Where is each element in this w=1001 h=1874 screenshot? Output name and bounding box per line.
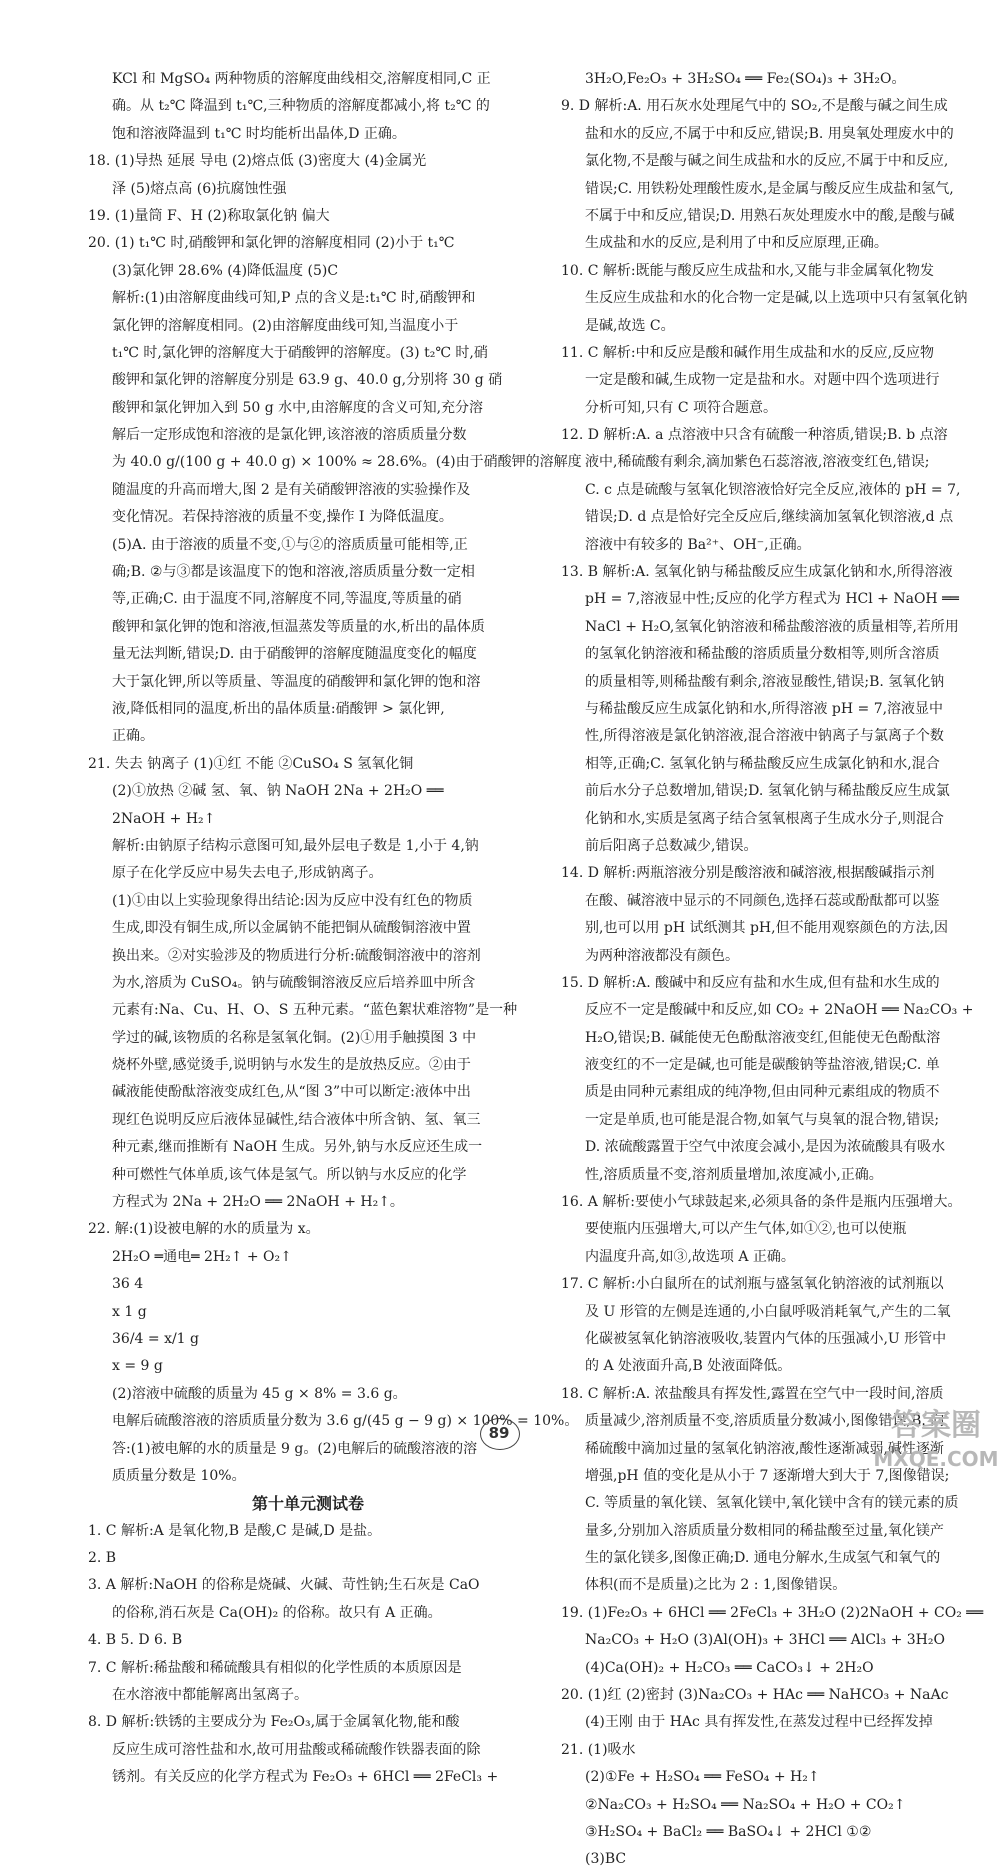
text-line: 2H₂O ═通电═ 2H₂↑ + O₂↑: [112, 1248, 292, 1265]
text-line: 17. C 解析:小白鼠所在的试剂瓶与盛氢氧化钠溶液的试剂瓶以: [561, 1276, 944, 1293]
text-line: 解后一定形成饱和溶液的是氯化钾,该溶液的溶质质量分数: [112, 427, 467, 444]
text-line: 12. D 解析:A. a 点溶液中只含有硫酸一种溶质,错误;B. b 点溶: [561, 427, 948, 444]
text-line: 学过的碱,该物质的名称是氢氧化铜。(2)①用手触摸图 3 中: [112, 1029, 477, 1046]
text-line: 13. B 解析:A. 氢氧化钠与稀盐酸反应生成氯化钠和水,所得溶液: [561, 564, 953, 581]
text-line: 8. D 解析:铁锈的主要成分为 Fe₂O₃,属于金属氧化物,能和酸: [88, 1714, 460, 1731]
text-line: 体积(而不是质量)之比为 2 : 1,图像错误。: [585, 1577, 847, 1594]
text-line: 泽 (5)熔点高 (6)抗腐蚀性强: [112, 180, 287, 197]
text-line: 的质量相等,则稀盐酸有剩余,溶液显酸性,错误;B. 氢氧化钠: [585, 673, 945, 690]
text-line: 生反应生成盐和水的化合物一定是碱,以上选项中只有氢氧化钠: [585, 290, 968, 307]
text-line: x 1 g: [112, 1303, 147, 1320]
text-line: 氯化物,不是酸与碱之间生成盐和水的反应,不属于中和反应,: [585, 153, 949, 170]
text-line: (2)①Fe + H₂SO₄ ══ FeSO₄ + H₂↑: [585, 1769, 820, 1786]
watermark-logo: [872, 1405, 1000, 1481]
text-line: 确。从 t₂℃ 降温到 t₁℃,三种物质的溶解度都减小,将 t₂℃ 的: [112, 98, 490, 115]
text-line: 要使瓶内压强增大,可以产生气体,如①②,也可以使瓶: [585, 1221, 907, 1238]
text-line: 生成,即没有铜生成,所以金属钠不能把铜从硫酸铜溶液中置: [112, 920, 471, 937]
text-line: 一定是酸和碱,生成物一定是盐和水。对题中四个选项进行: [585, 372, 940, 389]
text-line: 随温度的升高而增大,图 2 是有关硝酸钾溶液的实验操作及: [112, 481, 471, 498]
text-line: 3. A 解析:NaOH 的俗称是烧碱、火碱、苛性钠;生石灰是 CaO: [88, 1577, 480, 1594]
text-line: 11. C 解析:中和反应是酸和碱作用生成盐和水的反应,反应物: [561, 344, 935, 361]
text-line: (1)①由以上实验现象得出结论:因为反应中没有红色的物质: [112, 892, 473, 909]
text-line: ③H₂SO₄ + BaCl₂ ══ BaSO₄↓ + 2HCl ①②: [585, 1824, 872, 1840]
text-line: 变化情况。若保持溶液的质量不变,操作 Ⅰ 为降低温度。: [112, 509, 453, 526]
text-line: 性,溶质质量不变,溶剂质量增加,浓度减小,正确。: [585, 1166, 883, 1183]
text-line: D. 浓硫酸露置于空气中浓度会减小,是因为浓硫酸具有吸水: [585, 1139, 946, 1156]
text-line: 种元素,继而推断有 NaOH 生成。另外,钠与水反应还生成一: [112, 1139, 483, 1156]
text-line: 的俗称,消石灰是 Ca(OH)₂ 的俗称。故只有 A 正确。: [112, 1604, 442, 1621]
text-line: 酸钾和氯化钾加入到 50 g 水中,由溶解度的含义可知,充分溶: [112, 399, 484, 416]
text-line: 为两种溶液都没有颜色。: [585, 947, 739, 964]
text-line: 质是由同种元素组成的纯净物,但由同种元素组成的物质不: [585, 1084, 940, 1101]
text-line: 不属于中和反应,错误;D. 用熟石灰处理废水中的酸,是酸与碱: [585, 207, 955, 224]
text-line: (3)氯化钾 28.6% (4)降低温度 (5)C: [112, 262, 339, 279]
text-line: 相等,正确;C. 氢氧化钠与稀盐酸反应生成氯化钠和水,混合: [585, 755, 940, 772]
text-line: 锈剂。有关反应的化学方程式为 Fe₂O₃ + 6HCl ══ 2FeCl₃ +: [112, 1769, 499, 1786]
text-line: 1. C 解析:A 是氧化物,B 是酸,C 是碱,D 是盐。: [88, 1522, 382, 1539]
text-line: C. 等质量的氧化镁、氢氧化镁中,氧化镁中含有的镁元素的质: [585, 1495, 959, 1512]
text-line: 前后阳离子总数减少,错误。: [585, 837, 758, 854]
text-line: 18. C 解析:A. 浓盐酸具有挥发性,露置在空气中一段时间,溶质: [561, 1385, 944, 1402]
text-line: 9. D 解析:A. 用石灰水处理尾气中的 SO₂,不是酸与碱之间生成: [561, 98, 948, 115]
text-line: 性,所得溶液是氯化钠溶液,混合溶液中钠离子与氯离子个数: [585, 728, 944, 745]
left-column: [88, 66, 582, 1792]
watermark-sub: MXQE.COM: [873, 1447, 999, 1471]
text-line: 22. 解:(1)设被电解的水的质量为 x。: [88, 1221, 320, 1238]
text-line: KCl 和 MgSO₄ 两种物质的溶解度曲线相交,溶解度相同,C 正: [112, 71, 491, 87]
text-line: 种可燃性气体单质,该气体是氢气。所以钠与水反应的化学: [112, 1166, 467, 1183]
text-line: ②Na₂CO₃ + H₂SO₄ ══ Na₂SO₄ + H₂O + CO₂↑: [585, 1796, 906, 1813]
text-line: C. c 点是硫酸与氢氧化钡溶液恰好完全反应,液体的 pH = 7,: [585, 481, 961, 498]
text-line: 内温度升高,如③,故选项 A 正确。: [585, 1248, 795, 1265]
text-line: 7. C 解析:稀盐酸和稀硫酸具有相似的化学性质的本质原因是: [88, 1659, 462, 1676]
text-line: 元素有:Na、Cu、H、O、S 五种元素。“蓝色絮状难溶物”是一种: [112, 1002, 518, 1019]
text-line: 液中,稀硫酸有剩余,滴加紫色石蕊溶液,溶液变红色,错误;: [585, 454, 930, 471]
text-line: 溶液中有较多的 Ba²⁺、OH⁻,正确。: [585, 536, 811, 553]
text-line: 19. (1)Fe₂O₃ + 6HCl ══ 2FeCl₃ + 3H₂O (2)2NaOH + CO₂ ══: [561, 1604, 984, 1621]
right-column: [561, 66, 1001, 1874]
text-line: 反应生成可溶性盐和水,故可用盐酸或稀硫酸作铁器表面的除: [112, 1741, 481, 1758]
text-line: 18. (1)导热 延展 导电 (2)熔点低 (3)密度大 (4)金属光: [88, 153, 427, 170]
text-line: 21. (1)吸水: [561, 1741, 636, 1758]
text-line: 解析:由钠原子结构示意图可知,最外层电子数是 1,小于 4,钠: [112, 837, 479, 854]
text-line: 盐和水的反应,不属于中和反应,错误;B. 用臭氧处理废水中的: [585, 125, 954, 142]
text-line: 质量减少,溶剂质量不变,溶质质量分数减小,图像错误;B. 向: [585, 1413, 945, 1430]
text-line: (5)A. 由于溶液的质量不变,①与②的溶质质量可能相等,正: [112, 536, 468, 553]
text-line: 错误;C. 用铁粉处理酸性废水,是金属与酸反应生成盐和氢气,: [585, 180, 954, 197]
text-line: 19. (1)量筒 F、H (2)称取氯化钠 偏大: [88, 207, 330, 224]
text-line: 及 U 形管的左侧是连通的,小白鼠呼吸消耗氧气,产生的二氧: [585, 1303, 951, 1320]
text-line: 换出来。②对实验涉及的物质进行分析:硫酸铜溶液中的溶剂: [112, 947, 481, 964]
text-line: 增强,pH 值的变化是从小于 7 逐渐增大到大于 7,图像错误;: [585, 1467, 950, 1484]
text-line: Na₂CO₃ + H₂O (3)Al(OH)₃ + 3HCl ══ AlCl₃ + 3H₂O: [585, 1632, 945, 1649]
text-line: 为水,溶质为 CuSO₄。钠与硫酸铜溶液反应后培养皿中所含: [112, 974, 476, 991]
text-line: 化钠和水,实质是氢离子结合氢氧根离子生成水分子,则混合: [585, 810, 944, 827]
text-line: 原子在化学反应中易失去电子,形成钠离子。: [112, 865, 383, 882]
text-line: 量多,分别加入溶质质量分数相同的稀盐酸至过量,氧化镁产: [585, 1522, 944, 1539]
text-line: 酸钾和氯化钾的溶解度分别是 63.9 g、40.0 g,分别将 30 g 硝: [112, 372, 503, 389]
text-line: 10. C 解析:既能与酸反应生成盐和水,又能与非金属氧化物发: [561, 262, 935, 279]
text-line: 答:(1)被电解的水的质量是 9 g。(2)电解后的硫酸溶液的溶: [112, 1440, 478, 1457]
text-line: 方程式为 2Na + 2H₂O ══ 2NaOH + H₂↑。: [112, 1194, 404, 1211]
text-line: 解析:(1)由溶解度曲线可知,P 点的含义是:t₁℃ 时,硝酸钾和: [112, 290, 476, 307]
text-line: 在水溶液中都能解离出氢离子。: [112, 1687, 308, 1704]
text-line: t₁℃ 时,氯化钾的溶解度大于硝酸钾的溶解度。(3) t₂℃ 时,硝: [112, 344, 488, 361]
text-line: 电解后硫酸溶液的溶质质量分数为 3.6 g/(45 g − 9 g) × 100% = 10%。: [112, 1413, 579, 1430]
text-line: 4. B 5. D 6. B: [88, 1632, 183, 1649]
text-line: (2)①放热 ②碱 氢、氧、钠 NaOH 2Na + 2H₂O ══: [112, 783, 444, 800]
text-line: 为 40.0 g/(100 g + 40.0 g) × 100% ≈ 28.6%。(4)由于硝酸钾的溶解度: [112, 454, 582, 471]
text-line: 液变红的不一定是碱,也可能是碳酸钠等盐溶液,错误;C. 单: [585, 1057, 940, 1074]
section-title: 第十单元测试卷: [251, 1494, 364, 1514]
text-line: 化碳被氢氧化钠溶液吸收,装置内气体的压强减小,U 形管中: [585, 1330, 947, 1347]
text-line: 36/4 = x/1 g: [112, 1330, 200, 1347]
text-line: H₂O,错误;B. 碱能使无色酚酞溶液变红,但能使无色酚酞溶: [585, 1029, 941, 1046]
text-line: 生成盐和水的反应,是利用了中和反应原理,正确。: [585, 235, 888, 252]
watermark-main: 答案圈: [891, 1408, 981, 1443]
text-line: 烧杯外壁,感觉烫手,说明钠与水发生的是放热反应。②由于: [112, 1057, 471, 1074]
text-line: 错误;D. d 点是恰好完全反应后,继续滴加氢氧化钡溶液,d 点: [585, 509, 954, 526]
text-line: (2)溶液中硫酸的质量为 45 g × 8% = 3.6 g。: [112, 1385, 407, 1402]
text-line: 酸钾和氯化钾的饱和溶液,恒温蒸发等质量的水,析出的晶体质: [112, 618, 485, 635]
text-line: (3)BC: [585, 1851, 627, 1868]
page-number: 89: [488, 1424, 510, 1442]
text-line: 的 A 处液面升高,B 处液面降低。: [585, 1358, 792, 1375]
text-line: 碱液能使酚酞溶液变成红色,从“图 3”中可以断定:液体中出: [112, 1084, 471, 1101]
text-line: 稀硫酸中滴加过量的氢氧化钠溶液,酸性逐渐减弱,碱性逐渐: [585, 1440, 944, 1457]
text-line: 是碱,故选 C。: [585, 317, 675, 334]
text-line: 大于氯化钾,所以等质量、等温度的硝酸钾和氯化钾的饱和溶: [112, 673, 481, 690]
text-line: 质质量分数是 10%。: [112, 1467, 246, 1484]
text-line: 20. (1)红 (2)密封 (3)Na₂CO₃ + HAc ══ NaHCO₃ + NaAc: [561, 1687, 949, 1704]
text-line: pH = 7,溶液显中性;反应的化学方程式为 HCl + NaOH ══: [585, 591, 959, 608]
text-line: 在酸、碱溶液中显示的不同颜色,选择石蕊或酚酞都可以鉴: [585, 892, 940, 909]
text-line: 别,也可以用 pH 试纸测其 pH,但不能用观察颜色的方法,因: [585, 920, 949, 937]
text-line: 一定是单质,也可能是混合物,如氧气与臭氧的混合物,错误;: [585, 1111, 940, 1128]
text-line: 现红色说明反应后液体显碱性,结合液体中所含钠、氢、氧三: [112, 1111, 481, 1128]
text-line: 的氢氧化钠溶液和稀盐酸的溶质质量分数相等,则所含溶质: [585, 646, 940, 663]
text-line: x = 9 g: [112, 1358, 163, 1375]
text-line: 分析可知,只有 C 项符合题意。: [585, 399, 778, 416]
text-line: 21. 失去 钠离子 (1)①红 不能 ②CuSO₄ S 氢氧化铜: [88, 755, 414, 772]
text-line: 2NaOH + H₂↑: [112, 810, 216, 827]
text-line: 14. D 解析:两瓶溶液分别是酸溶液和碱溶液,根据酸碱指示剂: [561, 865, 935, 882]
text-line: 15. D 解析:A. 酸碱中和反应有盐和水生成,但有盐和水生成的: [561, 974, 940, 991]
text-line: 16. A 解析:要使小气球鼓起来,必须具备的条件是瓶内压强增大。: [561, 1194, 962, 1211]
text-line: 36 4: [112, 1276, 144, 1293]
text-line: 反应不一定是酸碱中和反应,如 CO₂ + 2NaOH ══ Na₂CO₃ +: [585, 1002, 974, 1019]
text-line: 等,正确;C. 由于温度不同,溶解度不同,等温度,等质量的硝: [112, 591, 462, 608]
text-line: 20. (1) t₁℃ 时,硝酸钾和氯化钾的溶解度相同 (2)小于 t₁℃: [88, 235, 455, 252]
text-line: 确;B. ②与③都是该温度下的饱和溶液,溶质质量分数一定相: [112, 564, 475, 581]
text-line: NaCl + H₂O,氢氧化钠溶液和稀盐酸溶液的质量相等,若所用: [585, 618, 959, 635]
text-line: 液,降低相同的温度,析出的晶体质量:硝酸钾 > 氯化钾,: [112, 700, 445, 717]
text-line: 2. B: [88, 1550, 117, 1567]
text-line: 饱和溶液降温到 t₁℃ 时均能析出晶体,D 正确。: [112, 125, 406, 142]
text-line: 氯化钾的溶解度相同。(2)由溶解度曲线可知,当温度小于: [112, 317, 459, 334]
text-line: 与稀盐酸反应生成氯化钠和水,所得溶液 pH = 7,溶液显中: [585, 700, 944, 717]
text-line: (4)Ca(OH)₂ + H₂CO₃ ══ CaCO₃↓ + 2H₂O: [585, 1659, 874, 1676]
text-line: 正确。: [112, 728, 154, 745]
text-line: 3H₂O,Fe₂O₃ + 3H₂SO₄ ══ Fe₂(SO₄)₃ + 3H₂O。: [585, 71, 906, 87]
text-line: 量无法判断,错误;D. 由于硝酸钾的溶解度随温度变化的幅度: [112, 646, 477, 663]
text-line: 前后水分子总数增加,错误;D. 氢氧化钠与稀盐酸反应生成氯: [585, 783, 950, 800]
text-line: 生的氯化镁多,图像正确;D. 通电分解水,生成氢气和氧气的: [585, 1550, 941, 1567]
text-line: (4)王刚 由于 HAc 具有挥发性,在蒸发过程中已经挥发掉: [585, 1714, 933, 1731]
